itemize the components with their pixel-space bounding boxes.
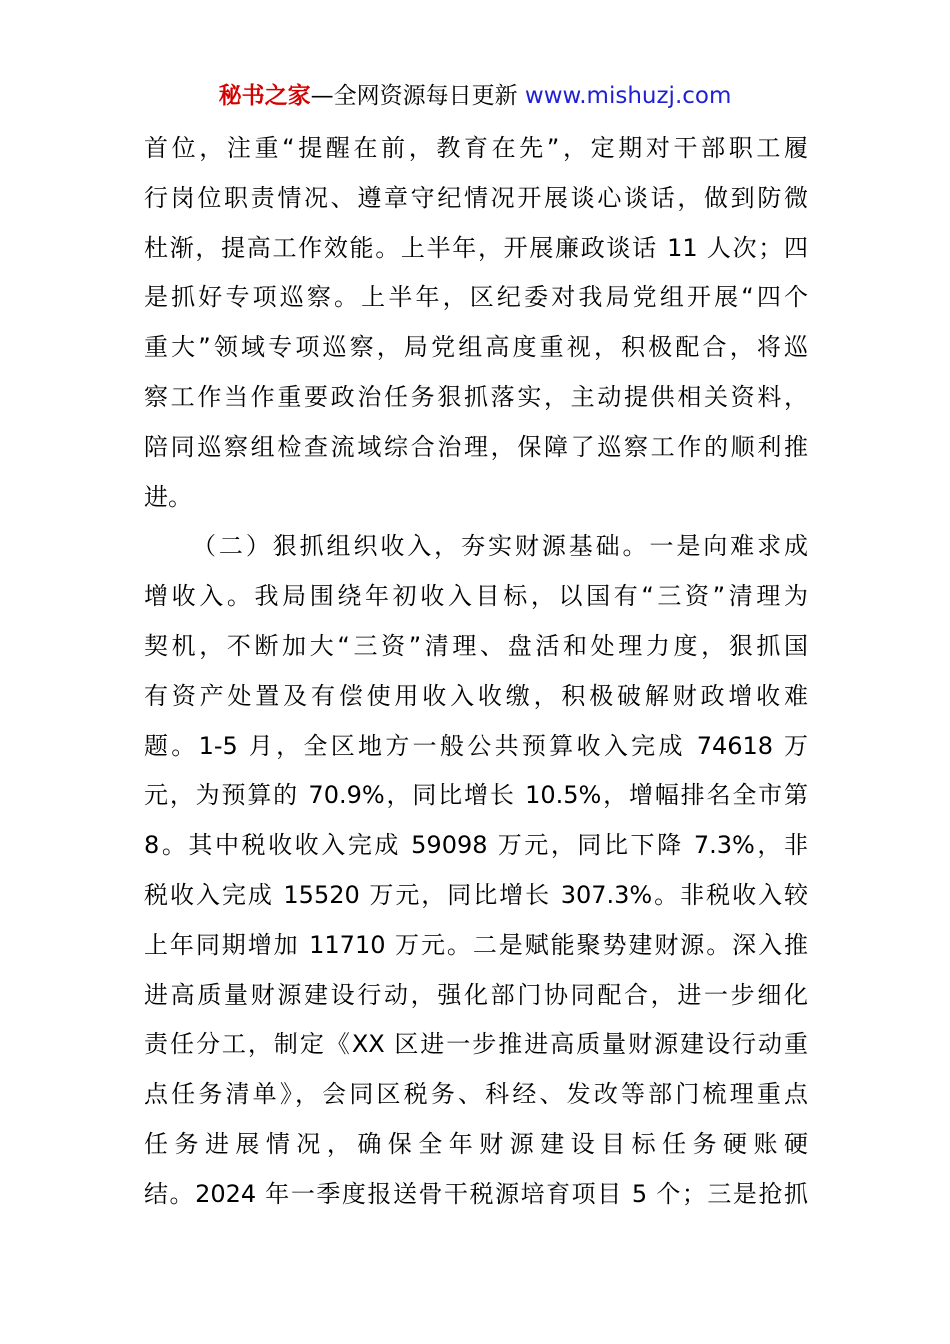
text-line: 点任务清单》，会同区税务、科经、发改等部门梳理重点 xyxy=(144,1080,808,1109)
site-brand: 秘书之家 xyxy=(218,83,311,109)
text-line: 题。1-5 月，全区地方一般公共预算收入完成 74618 万 xyxy=(144,731,808,760)
text-line: 进高质量财源建设行动，强化部门协同配合，进一步细化 xyxy=(144,980,808,1009)
site-tagline: —全网资源每日更新 xyxy=(310,83,525,109)
paragraph-revenue xyxy=(144,522,808,1219)
text-line: 杜渐，提高工作效能。上半年，开展廉政谈话 11 人次；四 xyxy=(144,233,808,262)
text-line: 重大”领域专项巡察，局党组高度重视，积极配合，将巡 xyxy=(144,333,808,362)
text-line: 上年同期增加 11710 万元。二是赋能聚势建财源。深入推 xyxy=(144,930,808,959)
text-line: 结。2024 年一季度报送骨干税源培育项目 5 个；三是抢抓 xyxy=(144,1179,808,1208)
text-line: 增收入。我局围绕年初收入目标，以国有“三资”清理为 xyxy=(144,582,808,611)
text-line: 有资产处置及有偿使用收入收缴，积极破解财政增收难 xyxy=(144,681,808,710)
site-url-link[interactable]: www.mishuzj.com xyxy=(524,83,732,109)
document-body xyxy=(144,124,808,1220)
text-line: 税收入完成 15520 万元，同比增长 307.3%。非税收入较 xyxy=(144,880,808,909)
text-line: 行岗位职责情况、遵章守纪情况开展谈心谈话，做到防微 xyxy=(144,183,808,212)
text-line: 8。其中税收收入完成 59098 万元，同比下降 7.3%，非 xyxy=(144,831,808,860)
site-header xyxy=(0,80,950,112)
paragraph-discipline xyxy=(144,124,808,522)
text-line: 契机，不断加大“三资”清理、盘活和处理力度，狠抓国 xyxy=(144,631,808,660)
text-line: 察工作当作重要政治任务狠抓落实，主动提供相关资料， xyxy=(144,382,808,411)
text-line: 进。 xyxy=(144,482,192,511)
text-line: 任务进展情况，确保全年财源建设目标任务硬账硬 xyxy=(144,1129,808,1158)
text-line: （二）狠抓组织收入，夯实财源基础。一是向难求成 xyxy=(192,532,808,561)
text-line: 陪同巡察组检查流域综合治理，保障了巡察工作的顺利推 xyxy=(144,432,808,461)
text-line: 元，为预算的 70.9%，同比增长 10.5%，增幅排名全市第 xyxy=(144,781,808,810)
text-line: 是抓好专项巡察。上半年，区纪委对我局党组开展“四个 xyxy=(144,283,808,312)
text-line: 首位，注重“提醒在前，教育在先”，定期对干部职工履 xyxy=(144,134,808,162)
text-line: 责任分工，制定《XX 区进一步推进高质量财源建设行动重 xyxy=(144,1030,808,1059)
